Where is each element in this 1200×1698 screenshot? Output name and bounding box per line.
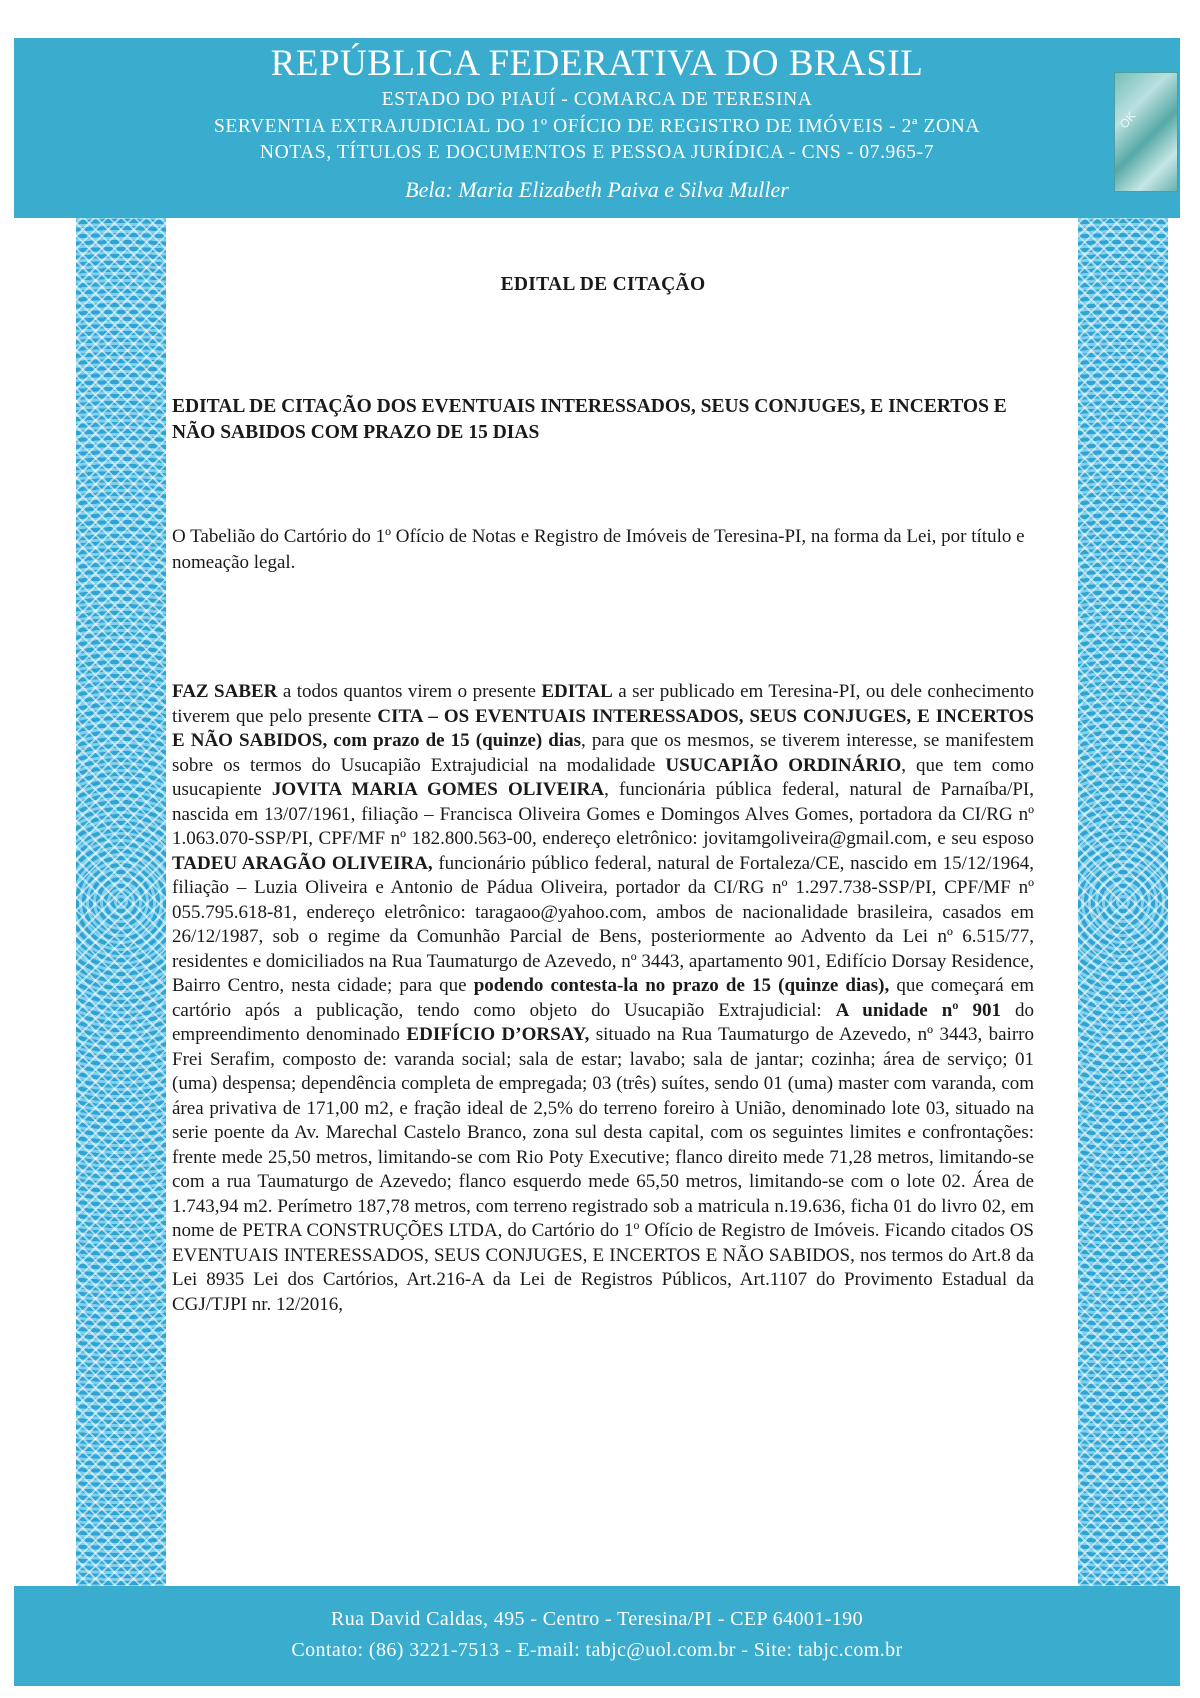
- body-bold-modalidade: USUCAPIÃO ORDINÁRIO: [665, 754, 902, 776]
- body-text-1: a todos quantos virem o presente: [277, 681, 542, 702]
- document-subtitle: EDITAL DE CITAÇÃO DOS EVENTUAIS INTERESSADOS, SEUS CONJUGES, E INCERTOS E NÃO SABIDOS COM PRAZO DE 15 DIAS: [172, 396, 1007, 443]
- body-text-9: situado na Rua Taumaturgo de Azevedo, nº 3443, bairro Frei Serafim, composto de: varanda social; sala de estar; lavabo; sala de jantar; cozinha; área de serviço; 01 (uma) despensa; dependência completa de empregada; 03 (três) suítes, sendo 01 (uma) master com varanda, com área privativa de 171,00 m2, e fração ideal de 2,5% do terreno foreiro à União, denominado lote 03, situado na serie poente da Av. Marechal Castelo Branco, zona sul desta capital, com os seguintes limites e confrontações: frente mede 25,50 metros, limitando-se com Rio Poty Executive; flanco direito mede 71,28 metros, limitando-se com a rua Taumaturgo de Azevedo; flanco esquerdo mede 65,50 metros, limitando-se com o lote 02. Área de 1.743,94 m2. Perímetro 187,78 metros, com terreno registrado sob a matricula n.19.636, ficha 01 do livro 02, em nome de PETRA CONSTRUÇÕES LTDA, do Cartório do 1º Ofício de Registro de Imóveis. Ficando citados OS EVENTUAIS INTERESSADOS, SEUS CONJUGES, E INCERTOS E NÃO SABIDOS, nos termos do Art.8 da Lei 8935 Lei dos Cartórios, Art.216-A da Lei de Registros Públicos, Art.1107 do Provimento Estadual da CGJ/TJPI nr. 12/2016,: [172, 1024, 1034, 1315]
- body-bold-edificio: EDIFÍCIO D’ORSAY,: [406, 1024, 590, 1045]
- decorative-border-right: [1078, 218, 1168, 1586]
- body-text-6: funcionário público federal, natural de Fortaleza/CE, nascido em 15/12/1964, filiação – Luzia Oliveira e Antonio de Pádua Oliveira, portador da CI/RG nº 1.297.738-SSP/PI, CPF/MF nº 055.795.618-81, endereço eletrônico: taragaoo@yahoo.com, ambos de nacionalidade brasileira, casados em 26/12/1987, sob o regime da Comunhão Parcial de Bens, posteriormente ao Advento da Lei nº 6.515/77, residentes e domiciliados na Rua Taumaturgo de Azevedo, nº 3443, apartamento 901, Edifício Dorsay Residence, Bairro Centro, nesta cidade; para que: [172, 852, 1034, 996]
- body-text-2: a ser publicado em Teresina-PI, ou dele conhecimento tiverem que pelo presente: [172, 681, 1034, 727]
- body-bold-esposo: TADEU ARAGÃO OLIVEIRA,: [172, 852, 433, 874]
- header-title: REPÚBLICA FEDERATIVA DO BRASIL: [270, 43, 924, 84]
- intro-paragraph: O Tabelião do Cartório do 1º Ofício de Notas e Registro de Imóveis de Teresina-PI, na forma da Lei, por título e nomeação legal.: [172, 526, 1025, 573]
- footer-address: Rua David Caldas, 495 - Centro - Teresina/PI - CEP 64001-190: [331, 1608, 863, 1630]
- body-text-8: do empreendimento denominado: [172, 999, 1034, 1045]
- footer-contact: Contato: (86) 3221-7513 - E-mail: tabjc@uol.com.br - Site: tabjc.com.br: [291, 1639, 903, 1661]
- letterhead-footer: [14, 1586, 1180, 1686]
- body-bold-faz-saber: FAZ SABER: [172, 681, 278, 702]
- header-notary-line: NOTAS, TÍTULOS E DOCUMENTOS E PESSOA JURÍDICA - CNS - 07.965-7: [259, 142, 935, 163]
- body-text-7: que começará em cartório após a publicação, tendo como objeto do Usucapião Extrajudicial:: [172, 975, 1034, 1021]
- letterhead-header: [14, 38, 1180, 218]
- header-state-line: ESTADO DO PIAUÍ - COMARCA DE TERESINA: [381, 89, 813, 110]
- header-notary-name: Bela: Maria Elizabeth Paiva e Silva Muller: [405, 177, 789, 202]
- body-bold-edital: EDITAL: [541, 681, 613, 702]
- seal-label: OK: [1116, 108, 1139, 132]
- body-bold-usucapiente: JOVITA MARIA GOMES OLIVEIRA: [271, 779, 605, 800]
- body-bold-unidade: A unidade nº 901: [835, 999, 1002, 1021]
- body-bold-cita: CITA – OS EVENTUAIS INTERESSADOS, SEUS CONJUGES, E INCERTOS E NÃO SABIDOS, com prazo de 15 (quinze) dias: [172, 705, 1034, 751]
- header-registry-line: SERVENTIA EXTRAJUDICIAL DO 1º OFÍCIO DE REGISTRO DE IMÓVEIS - 2ª ZONA: [213, 116, 981, 137]
- body-text-3: , para que os mesmos, se tiverem interesse, se manifestem sobre os termos do Usucapião Extrajudicial na modalidade: [172, 730, 1035, 776]
- hologram-seal-icon: [1114, 72, 1178, 192]
- body-paragraph: [172, 680, 1034, 1317]
- body-text-4: , que tem como usucapiente: [172, 754, 1035, 800]
- document-title: EDITAL DE CITAÇÃO: [500, 274, 706, 295]
- body-text-5: , funcionária pública federal, natural de Parnaíba/PI, nascida em 13/07/1961, filiação – Francisca Oliveira Gomes e Domingos Alves Gomes, portadora da CI/RG nº 1.063.070-SSP/PI, CPF/MF nº 182.800.563-00, endereço eletrônico: jovitamgoliveira@gmail.com, e seu esposo: [172, 779, 1034, 849]
- body-bold-prazo: podendo contesta-la no prazo de 15 (quinze dias),: [473, 975, 890, 996]
- decorative-border-left: [76, 218, 166, 1586]
